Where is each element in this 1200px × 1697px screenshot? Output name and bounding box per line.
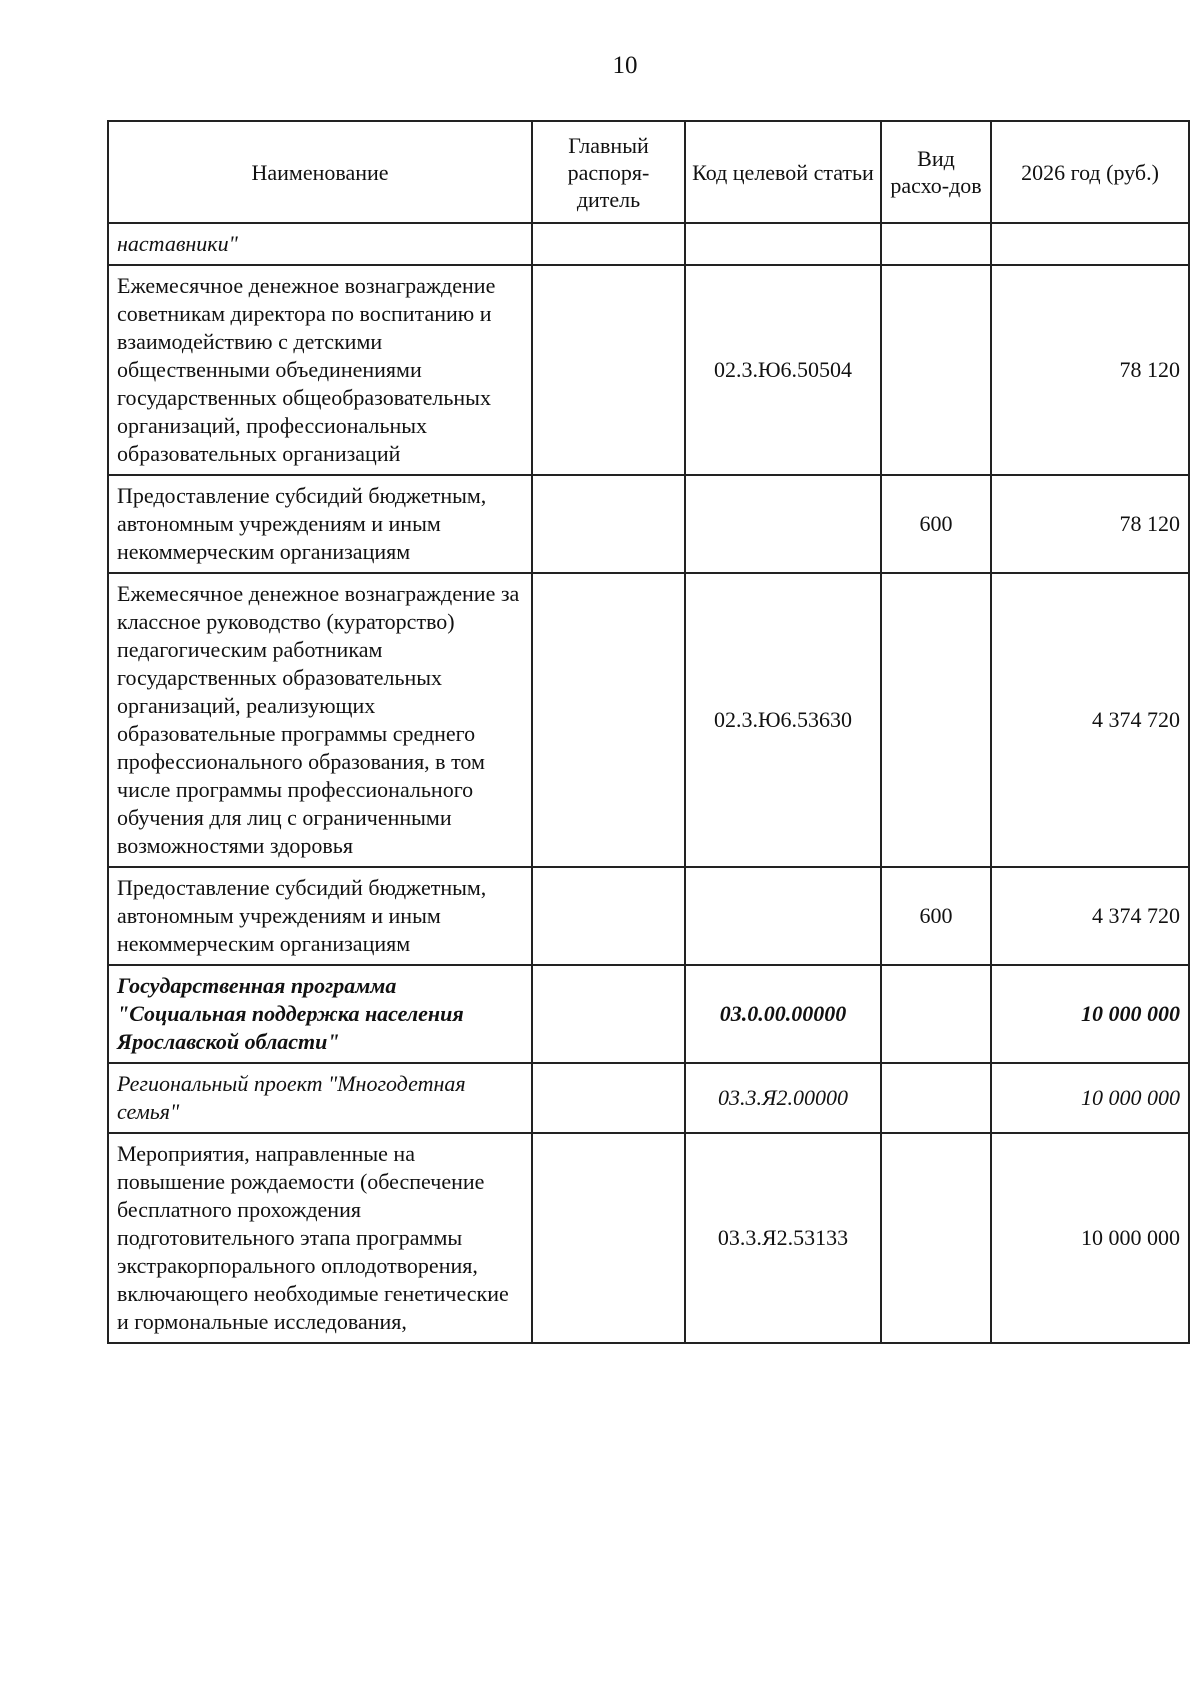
row-amount	[991, 223, 1189, 265]
row-code	[685, 223, 881, 265]
row-name: Предоставление субсидий бюджетным, автономным учреждениям и иным некоммерческим организациям	[108, 867, 532, 965]
row-code	[685, 475, 881, 573]
row-kind	[881, 265, 991, 475]
row-kind	[881, 1133, 991, 1343]
page-number: 10	[612, 52, 638, 79]
table-row	[108, 223, 1189, 265]
row-code: 03.3.Я2.00000	[685, 1063, 881, 1133]
row-amount: 4 374 720	[991, 573, 1189, 867]
row-name: наставники"	[108, 223, 532, 265]
budget-table	[107, 120, 1190, 1344]
row-code: 03.0.00.00000	[685, 965, 881, 1063]
row-name: Региональный проект "Многодетная семья"	[108, 1063, 532, 1133]
row-admin	[532, 1133, 685, 1343]
row-code: 02.3.Ю6.53630	[685, 573, 881, 867]
header-kind: Вид расхо-дов	[881, 121, 991, 223]
row-code: 02.3.Ю6.50504	[685, 265, 881, 475]
row-kind	[881, 223, 991, 265]
row-admin	[532, 1063, 685, 1133]
row-amount: 10 000 000	[991, 1063, 1189, 1133]
row-name: Ежемесячное денежное вознаграждение за классное руководство (кураторство) педагогическим работникам государственных образовательных организаций, реализующих образовательные программы среднего профессионального образования, в том числе программы профессионального обучения для лиц с ограниченными возможностями здоровья	[108, 573, 532, 867]
header-name: Наименование	[108, 121, 532, 223]
row-admin	[532, 223, 685, 265]
row-amount: 4 374 720	[991, 867, 1189, 965]
row-kind	[881, 1063, 991, 1133]
table-row	[108, 475, 1189, 573]
row-name: Ежемесячное денежное вознаграждение советникам директора по воспитанию и взаимодействию с детскими общественными объединениями государственных общеобразовательных организаций, профессиональных образовательных организаций	[108, 265, 532, 475]
table-header-row	[108, 121, 1189, 223]
row-amount: 10 000 000	[991, 965, 1189, 1063]
header-amount: 2026 год (руб.)	[991, 121, 1189, 223]
table-row	[108, 1063, 1189, 1133]
row-admin	[532, 867, 685, 965]
row-code: 03.3.Я2.53133	[685, 1133, 881, 1343]
row-amount: 78 120	[991, 475, 1189, 573]
row-kind: 600	[881, 475, 991, 573]
table-row	[108, 867, 1189, 965]
row-amount: 78 120	[991, 265, 1189, 475]
header-code: Код целевой статьи	[685, 121, 881, 223]
row-admin	[532, 573, 685, 867]
row-admin	[532, 265, 685, 475]
row-name: Государственная программа "Социальная поддержка населения Ярославской области"	[108, 965, 532, 1063]
row-kind: 600	[881, 867, 991, 965]
row-amount: 10 000 000	[991, 1133, 1189, 1343]
table-row	[108, 1133, 1189, 1343]
table-row	[108, 573, 1189, 867]
row-name: Мероприятия, направленные на повышение рождаемости (обеспечение бесплатного прохождения подготовительного этапа программы экстракорпорального оплодотворения, включающего необходимые генетические и гормональные исследования,	[108, 1133, 532, 1343]
row-kind	[881, 965, 991, 1063]
row-admin	[532, 475, 685, 573]
row-name: Предоставление субсидий бюджетным, автономным учреждениям и иным некоммерческим организациям	[108, 475, 532, 573]
row-code	[685, 867, 881, 965]
table-row	[108, 965, 1189, 1063]
row-admin	[532, 965, 685, 1063]
header-admin: Главный распоря-дитель	[532, 121, 685, 223]
table-row	[108, 265, 1189, 475]
row-kind	[881, 573, 991, 867]
